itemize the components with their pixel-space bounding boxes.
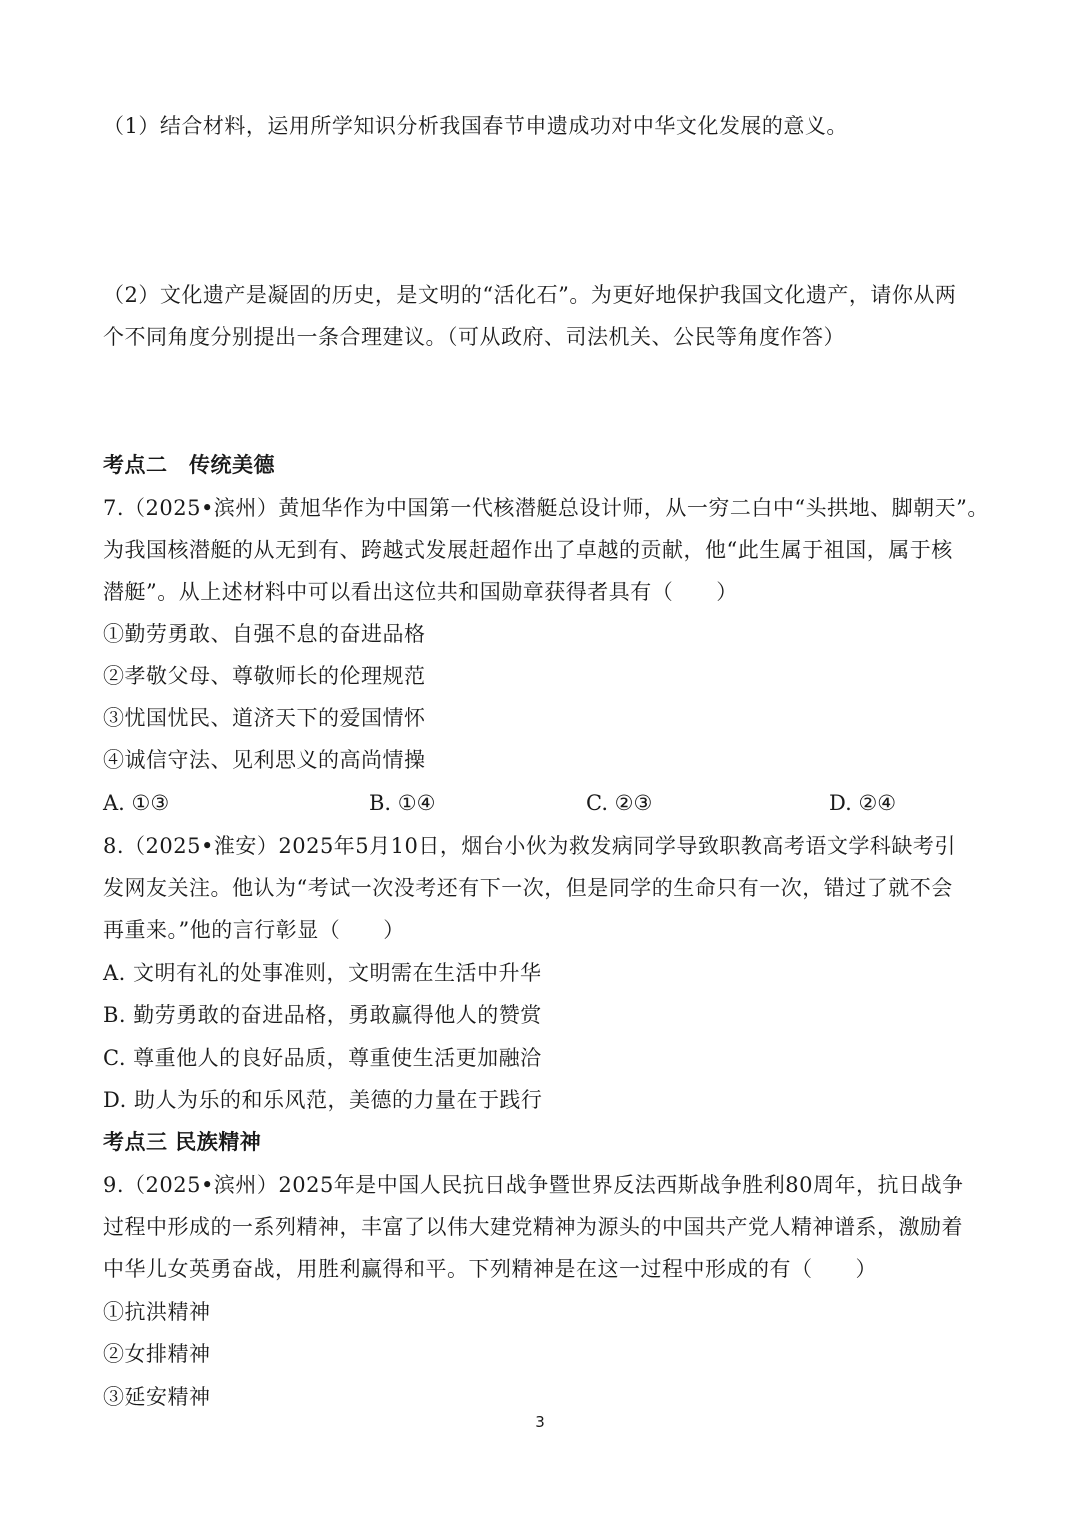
q6-sub2-line-2: 个不同角度分别提出一条合理建议。（可从政府、司法机关、公民等角度作答） (103, 325, 845, 349)
q8-stem-line-3: 再重来。”他的言行彰显（ ） (103, 918, 405, 942)
q8-option-d: D. 助人为乐的和乐风范，美德的力量在于践行 (103, 1088, 543, 1112)
q8-option-b: B. 勤劳勇敢的奋进品格，勇敢赢得他人的赞赏 (103, 1003, 542, 1027)
section2-heading: 考点二 传统美德 (103, 453, 275, 477)
q9-item-3: ③延安精神 (103, 1385, 211, 1409)
q7-stem-line-1: 7.（2025•滨州）黄旭华作为中国第一代核潜艇总设计师，从一穷二白中“头拱地、脚朝天”。 (103, 496, 989, 520)
q6-sub2-line-1: （2）文化遗产是凝固的历史，是文明的“活化石”。为更好地保护我国文化遗产，请你从两 (103, 283, 957, 307)
q9-item-1: ①抗洪精神 (103, 1300, 211, 1324)
q8-option-c: C. 尊重他人的良好品质，尊重使生活更加融洽 (103, 1046, 542, 1070)
q7-option-a: A. ①③ (103, 791, 170, 815)
q9-item-2: ②女排精神 (103, 1342, 211, 1366)
q9-stem-line-1: 9.（2025•滨州）2025年是中国人民抗日战争暨世界反法西斯战争胜利80周年，抗日战争 (103, 1173, 964, 1197)
q8-option-a: A. 文明有礼的处事准则，文明需在生活中升华 (103, 961, 542, 985)
q6-sub1: （1）结合材料，运用所学知识分析我国春节申遗成功对中华文化发展的意义。 (103, 114, 848, 138)
q7-item-2: ②孝敬父母、尊敬师长的伦理规范 (103, 664, 426, 688)
q7-item-1: ①勤劳勇敢、自强不息的奋进品格 (103, 622, 426, 646)
q7-stem-line-3: 潜艇”。从上述材料中可以看出这位共和国勋章获得者具有（ ） (103, 580, 738, 604)
q7-item-3: ③忧国忧民、道济天下的爱国情怀 (103, 706, 426, 730)
q7-option-d: D. ②④ (829, 791, 897, 815)
section3-heading: 考点三 民族精神 (103, 1130, 262, 1154)
q7-option-c: C. ②③ (586, 791, 653, 815)
q7-item-4: ④诚信守法、见利思义的高尚情操 (103, 748, 426, 772)
q7-stem-line-2: 为我国核潜艇的从无到有、跨越式发展赶超作出了卓越的贡献，他“此生属于祖国，属于核 (103, 538, 953, 562)
q9-stem-line-3: 中华儿女英勇奋战，用胜利赢得和平。下列精神是在这一过程中形成的有（ ） (103, 1257, 877, 1281)
page-number: 3 (535, 1413, 545, 1431)
q7-option-b: B. ①④ (369, 791, 436, 815)
q8-stem-line-1: 8.（2025•淮安）2025年5月10日，烟台小伙为救发病同学导致职教高考语文学科缺考引 (103, 834, 956, 858)
q9-stem-line-2: 过程中形成的一系列精神，丰富了以伟大建党精神为源头的中国共产党人精神谱系，激励着 (103, 1215, 963, 1239)
q8-stem-line-2: 发网友关注。他认为“考试一次没考还有下一次，但是同学的生命只有一次，错过了就不会 (103, 876, 953, 900)
